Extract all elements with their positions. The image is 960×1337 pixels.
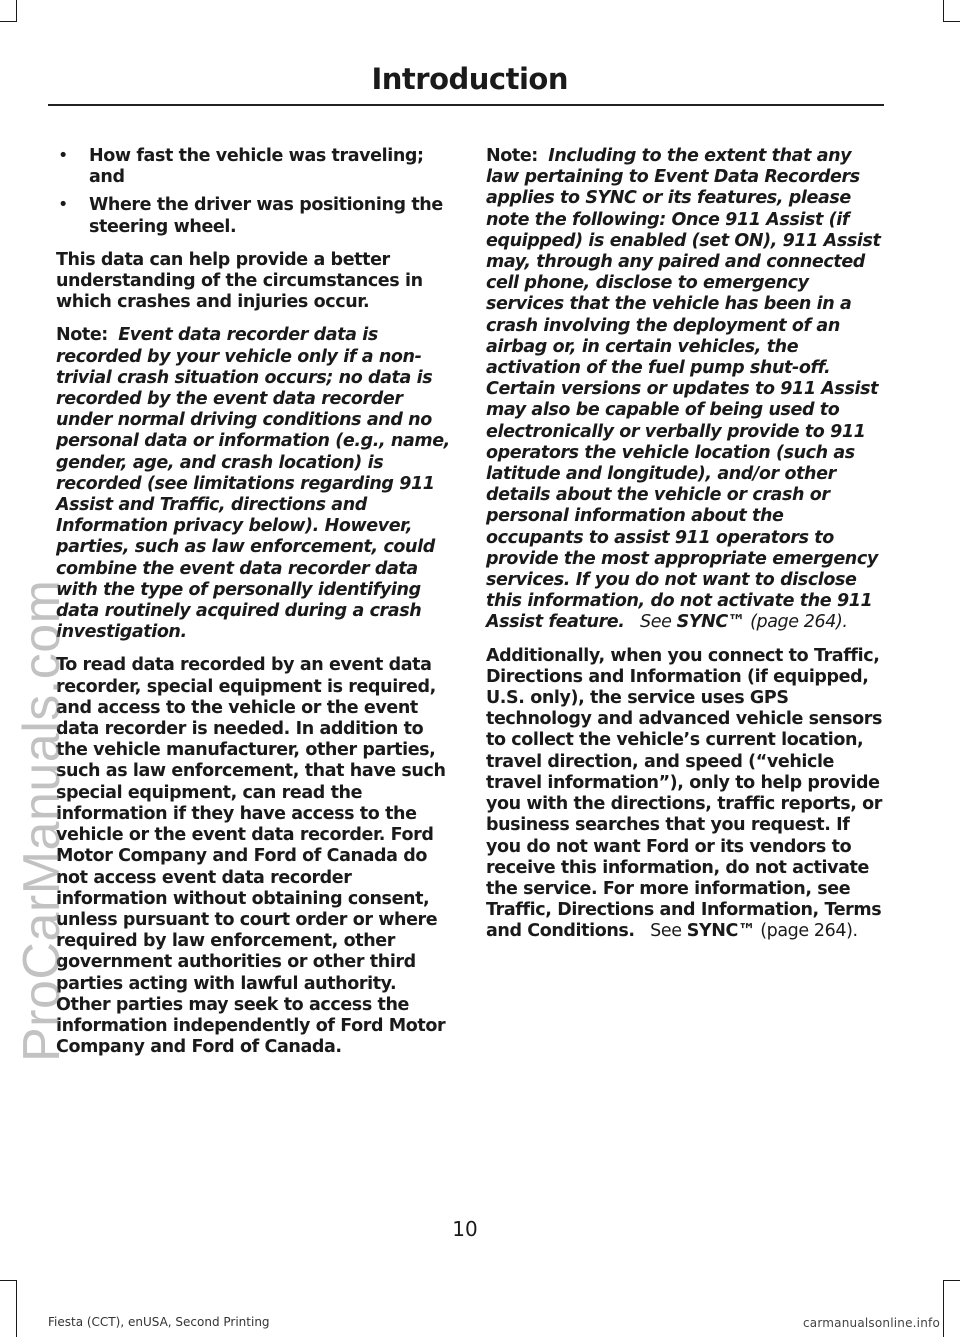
note [486,146,884,634]
page-title: Introduction [371,62,568,96]
bullet-icon: • [58,195,68,216]
left-column [56,146,452,1070]
crop-mark [944,1280,960,1281]
page-number: 10 [452,1217,478,1241]
note-text: Event data recorder data is recorded by your vehicle only if a non-trivial crash situation occurs; no data is recorded by the event data recorder under normal driving conditions and no personal data or information (e.g., name, gender, age, and crash location) is recorded (see limitations regarding 911 Assist and Traffic, directions and Information privacy below). However, parties, such as law enforcement, could combine the event data recorder data with the type of personally identifying data routinely acquired during a crash investigation. [56,325,450,643]
paragraph: To read data recorded by an event data recorder, special equipment is required, and access to the vehicle or the event data recorder is needed. In addition to the vehicle manufacturer, other parties, such as law enforcement, that have such special equipment, can read the information if they have access to the vehicle or the event data recorder. Ford Motor Company and Ford of Canada do not access event data recorder information without obtaining consent, unless pursuant to court order or where required by law enforcement, other government authorities or other third parties acting with lawful authority. Other parties may seek to access the information independently of Ford Motor Company and Ford of Canada. [56,655,446,1058]
crop-mark [944,21,960,22]
bullet-icon: • [58,146,68,166]
paragraph-text: Additionally, when you connect to Traffic, Directions and Information (if equipped, U.S. only), the service uses GPS technology and advanced vehicle sensors to collect the vehicle’s current location, travel direction, and speed (“vehicle travel information”), only to help provide you with the directions, traffic reports, or business searches that you request. If you do not want Ford or its vendors to receive this information, do not activate the service. For more information, see Traffic, Directions and Information, Terms and Conditions. [486,645,883,942]
cross-reference-link[interactable]: SYNC™ [686,921,756,942]
note [56,325,452,643]
list-item: • How fast the vehicle was traveling; and [58,146,424,188]
list-item: • Where the driver was positioning the steering wheel. [58,195,443,237]
see-text: See [650,921,682,942]
page-reference: (page 264). [760,921,858,942]
bullet-list [56,146,452,238]
header-divider [48,104,884,106]
crop-mark [943,0,944,22]
right-column [486,146,884,955]
see-text: See [640,612,672,633]
paragraph [486,646,884,943]
footer-logo: carmanualsonline.info [803,1316,940,1330]
watermark: ProCarManuals.com [13,579,71,1062]
note-text: Including to the extent that any law pertaining to Event Data Recorders applies to SYNC or its features, please note the following: Once 911 Assist (if equipped) is enabled (set ON), 911 Assist may, through any paired and connected cell phone, disclose to emergency services that the vehicle has been in a crash involving the deployment of an airbag or, in certain vehicles, the activation of the fuel pump shut-off. Certain versions or updates to 911 Assist may also be capable of being used to electronically or verbally provide to 911 operators the vehicle location (such as latitude and longitude), and/or other details about the vehicle or crash or personal information about the occupants to assist 911 operators to provide the most appropriate emergency services. If you do not want to disclose this information, do not activate the 911 Assist feature. [486,146,881,633]
footer-text: Fiesta (CCT), enUSA, Second Printing [48,1315,270,1329]
note-label: Note: [56,325,108,346]
note-label: Note: [486,146,538,166]
paragraph: This data can help provide a better understanding of the circumstances in which crashes and injuries occur. [56,249,423,313]
cross-reference-link[interactable]: SYNC™ [676,612,745,633]
page-reference: (page 264). [750,612,848,633]
crop-mark [943,1280,944,1337]
